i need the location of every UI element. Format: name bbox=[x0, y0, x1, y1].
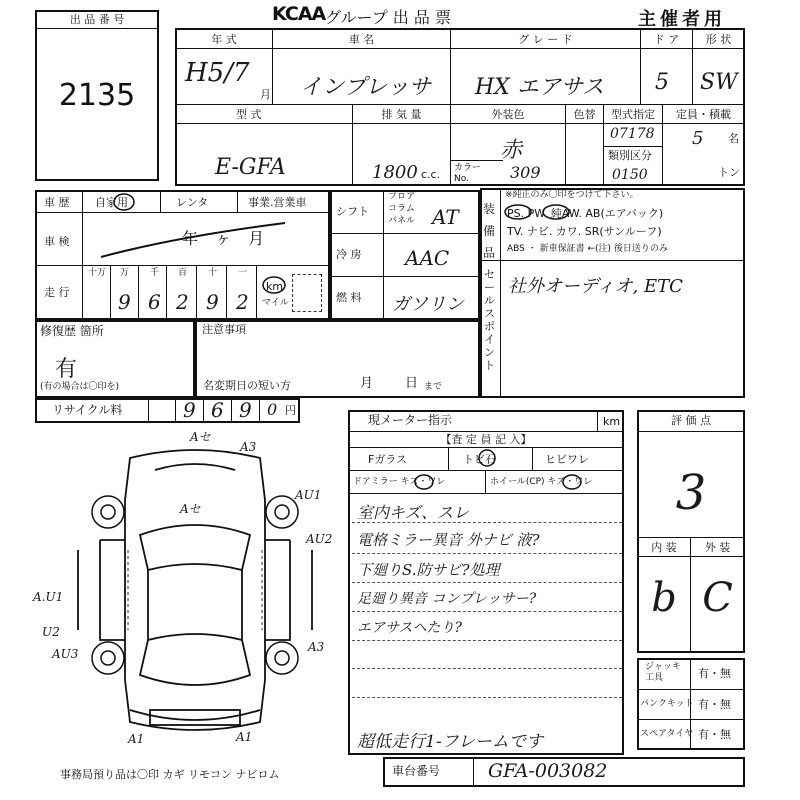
puncture-value: 有・無 bbox=[698, 698, 731, 711]
jack-label: ジャッキ 工具 bbox=[645, 662, 681, 683]
damage-mark: U2 bbox=[42, 625, 60, 639]
recycle-digit: 9 bbox=[183, 398, 196, 422]
color-no-value: 309 bbox=[510, 163, 541, 182]
shift-value: AT bbox=[432, 205, 459, 229]
crack-label: ヒビワレ bbox=[545, 453, 589, 466]
equipment-line2: TV. ナビ. カワ. SR(サンルーフ) bbox=[507, 225, 662, 238]
repair-value: 有 bbox=[55, 357, 78, 382]
damage-mark: A3 bbox=[308, 640, 325, 654]
digit-label-10: 十 bbox=[208, 268, 218, 278]
cc-unit: c.c. bbox=[421, 168, 441, 181]
inspector-comment: エアサスヘたり? bbox=[357, 620, 462, 636]
door-value: 5 bbox=[655, 70, 669, 95]
damage-mark: AU2 bbox=[306, 532, 333, 546]
km-label: km bbox=[266, 280, 284, 293]
inspector-comment: 室内キズ、スレ bbox=[357, 503, 470, 522]
mile-label: マイル bbox=[262, 298, 289, 308]
damage-mark: AU3 bbox=[52, 647, 79, 661]
exterior-label: 外 装 bbox=[704, 541, 731, 554]
paint-label: 色替 bbox=[573, 108, 596, 121]
recycle-label: リサイクル料 bbox=[52, 403, 123, 417]
circle-mark-icon bbox=[503, 203, 533, 221]
jack-value: 有・無 bbox=[698, 667, 731, 680]
wheel-label: ホイール(CP) キズ・ワレ bbox=[490, 477, 593, 487]
exterior-value: C bbox=[702, 575, 733, 621]
circle-mark-icon bbox=[477, 448, 497, 468]
class-label: 類別区分 bbox=[608, 149, 652, 162]
strike-line-icon bbox=[95, 213, 295, 263]
model-designation-value: 07178 bbox=[610, 126, 655, 142]
damage-mark: AU1 bbox=[295, 488, 322, 502]
digit-label-100k: 十万 bbox=[88, 268, 107, 278]
damage-mark: Aセ bbox=[190, 430, 211, 444]
circle-mark-icon bbox=[112, 192, 136, 212]
history-private: 自家用 bbox=[95, 196, 128, 209]
rating-label: 評 価 点 bbox=[671, 414, 711, 427]
ton-unit: トン bbox=[718, 166, 740, 179]
spare-label: スペアタイヤ bbox=[640, 729, 694, 739]
form-title: グループ 出 品 票 bbox=[325, 8, 451, 27]
name-change-month: 月 bbox=[360, 376, 374, 391]
equipment-line1: PS. PW. 純AW. AB(エアバック) bbox=[507, 207, 664, 220]
shift-floor: フロア bbox=[388, 192, 416, 202]
circle-mark-icon bbox=[562, 473, 582, 491]
puncture-label: パンクキット bbox=[640, 699, 694, 709]
notice-label: 注意事項 bbox=[202, 323, 246, 336]
month-unit: 月 bbox=[260, 88, 271, 101]
inspector-comment: 足廻り異音 コンプレッサー? bbox=[357, 591, 537, 607]
capacity-value: 5 bbox=[692, 128, 704, 149]
damage-mark: Aセ bbox=[180, 502, 201, 516]
history-business: 事業.営業車 bbox=[248, 196, 307, 209]
keys-note: 事務局預り品は〇印 カギ リモコン ナビロム bbox=[60, 768, 280, 781]
recycle-digit: 6 bbox=[211, 398, 224, 422]
exterior-color-value: 赤 bbox=[500, 138, 523, 163]
inspector-header: 【査 定 員 記 入】 bbox=[440, 433, 532, 446]
class-value: 0150 bbox=[612, 167, 648, 183]
shift-column: コラム bbox=[388, 204, 415, 214]
fuel-value: ガソリン bbox=[392, 294, 464, 315]
sales-point-label: セールスポイント bbox=[484, 268, 495, 372]
shift-panel: パネル bbox=[388, 216, 416, 226]
digit-label-10k: 万 bbox=[120, 268, 130, 278]
recycle-unit: 円 bbox=[285, 404, 296, 417]
name-change-label: 名変期日の短い方 bbox=[203, 379, 291, 392]
grade-value: HX エアサス bbox=[475, 75, 604, 100]
rating-score: 3 bbox=[675, 465, 707, 521]
chassis-label: 車台番号 bbox=[392, 764, 441, 778]
mileage-digit: 6 bbox=[148, 290, 161, 314]
displacement-value: 1800 bbox=[372, 162, 418, 183]
mileage-digit: 9 bbox=[118, 290, 131, 314]
name-change-until: まで bbox=[424, 382, 443, 392]
digit-label-100: 百 bbox=[178, 268, 188, 278]
capacity-label: 定員・積載 bbox=[676, 108, 731, 121]
model-label: 型 式 bbox=[236, 108, 262, 121]
exterior-color-label: 外装色 bbox=[491, 108, 525, 121]
car-diagram bbox=[70, 440, 320, 740]
interior-value: b bbox=[651, 575, 677, 621]
ac-label: 冷 房 bbox=[336, 248, 362, 261]
damage-mark: A1 bbox=[236, 730, 253, 744]
history-label: 車 歴 bbox=[44, 196, 70, 209]
ac-value: AAC bbox=[405, 246, 450, 270]
inspection-label: 車 検 bbox=[44, 235, 70, 248]
meter-label: 現メーター指示 bbox=[368, 413, 453, 427]
fuel-label: 燃 料 bbox=[336, 291, 362, 304]
model-designation-label: 型式指定 bbox=[611, 108, 655, 121]
capacity-unit: 名 bbox=[728, 132, 739, 145]
chassis-value: GFA-003082 bbox=[488, 760, 608, 782]
interior-label: 内 装 bbox=[651, 541, 677, 554]
damage-mark: A1 bbox=[128, 732, 145, 746]
damage-mark: A3 bbox=[240, 440, 257, 454]
circle-mark-icon bbox=[261, 275, 287, 295]
door-label: ド ア bbox=[653, 33, 680, 46]
recycle-digit: 0 bbox=[267, 400, 278, 419]
lot-number: 2135 bbox=[58, 78, 136, 113]
car-name-label: 車 名 bbox=[348, 33, 375, 46]
shift-label: シフト bbox=[336, 205, 369, 218]
name-change-day: 日 bbox=[405, 376, 419, 391]
spare-value: 有・無 bbox=[698, 728, 731, 741]
digit-label-1k: 千 bbox=[150, 268, 160, 278]
brand-logo: KCAA bbox=[272, 3, 326, 25]
displacement-label: 排 気 量 bbox=[381, 108, 422, 121]
equipment-note: ※純正のみ〇印をつけて下さい。 bbox=[505, 190, 639, 200]
repair-label: 修復歴 箇所 bbox=[40, 324, 104, 338]
mileage-digit: 2 bbox=[176, 290, 189, 314]
mileage-label: 走 行 bbox=[44, 286, 70, 299]
car-name-value: インプレッサ bbox=[300, 75, 431, 100]
year-value: H5/7 bbox=[185, 58, 250, 88]
sales-point-value: 社外オーディオ, ETC bbox=[508, 276, 683, 297]
glass-label: Fガラス bbox=[368, 453, 407, 466]
circle-mark-icon bbox=[541, 203, 571, 221]
shape-label: 形 状 bbox=[705, 33, 732, 46]
model-value: E-GFA bbox=[215, 155, 286, 180]
digit-label-1: 一 bbox=[238, 268, 248, 278]
inspector-comment: 下廻りS.防サビ?処理 bbox=[357, 561, 500, 579]
history-rental: レンタ bbox=[176, 196, 209, 209]
grade-label: グ レ ー ド bbox=[518, 33, 573, 46]
equipment-line3: ABS ・ 新車保証書 ←(注) 後日送りのみ bbox=[507, 244, 668, 254]
damage-mark: A.U1 bbox=[33, 590, 64, 604]
color-no-label: カラー No. bbox=[454, 163, 482, 184]
repair-note: (有の場合は〇印を) bbox=[40, 382, 120, 392]
pebble-label: トビ石 bbox=[463, 453, 496, 466]
mileage-digit: 2 bbox=[236, 290, 249, 314]
inspection-value: 年 ヶ 月 bbox=[182, 229, 271, 248]
equipment-label: 装 備 品 bbox=[483, 202, 496, 260]
inspector-comment: 超低走行1-フレームです bbox=[357, 732, 543, 752]
organizer-label: 主催者用 bbox=[638, 9, 726, 30]
year-label: 年 式 bbox=[211, 33, 237, 46]
lot-label: 出 品 番 号 bbox=[69, 13, 125, 26]
recycle-digit: 9 bbox=[239, 398, 252, 422]
mileage-digit: 9 bbox=[206, 290, 219, 314]
meter-unit: km bbox=[603, 415, 621, 428]
mirror-label: ドアミラー キズ・ワレ bbox=[353, 477, 446, 487]
inspector-comment: 電格ミラー異音 外ナビ 液? bbox=[357, 531, 540, 549]
shape-value: SW bbox=[700, 70, 738, 95]
circle-mark-icon bbox=[414, 473, 434, 491]
